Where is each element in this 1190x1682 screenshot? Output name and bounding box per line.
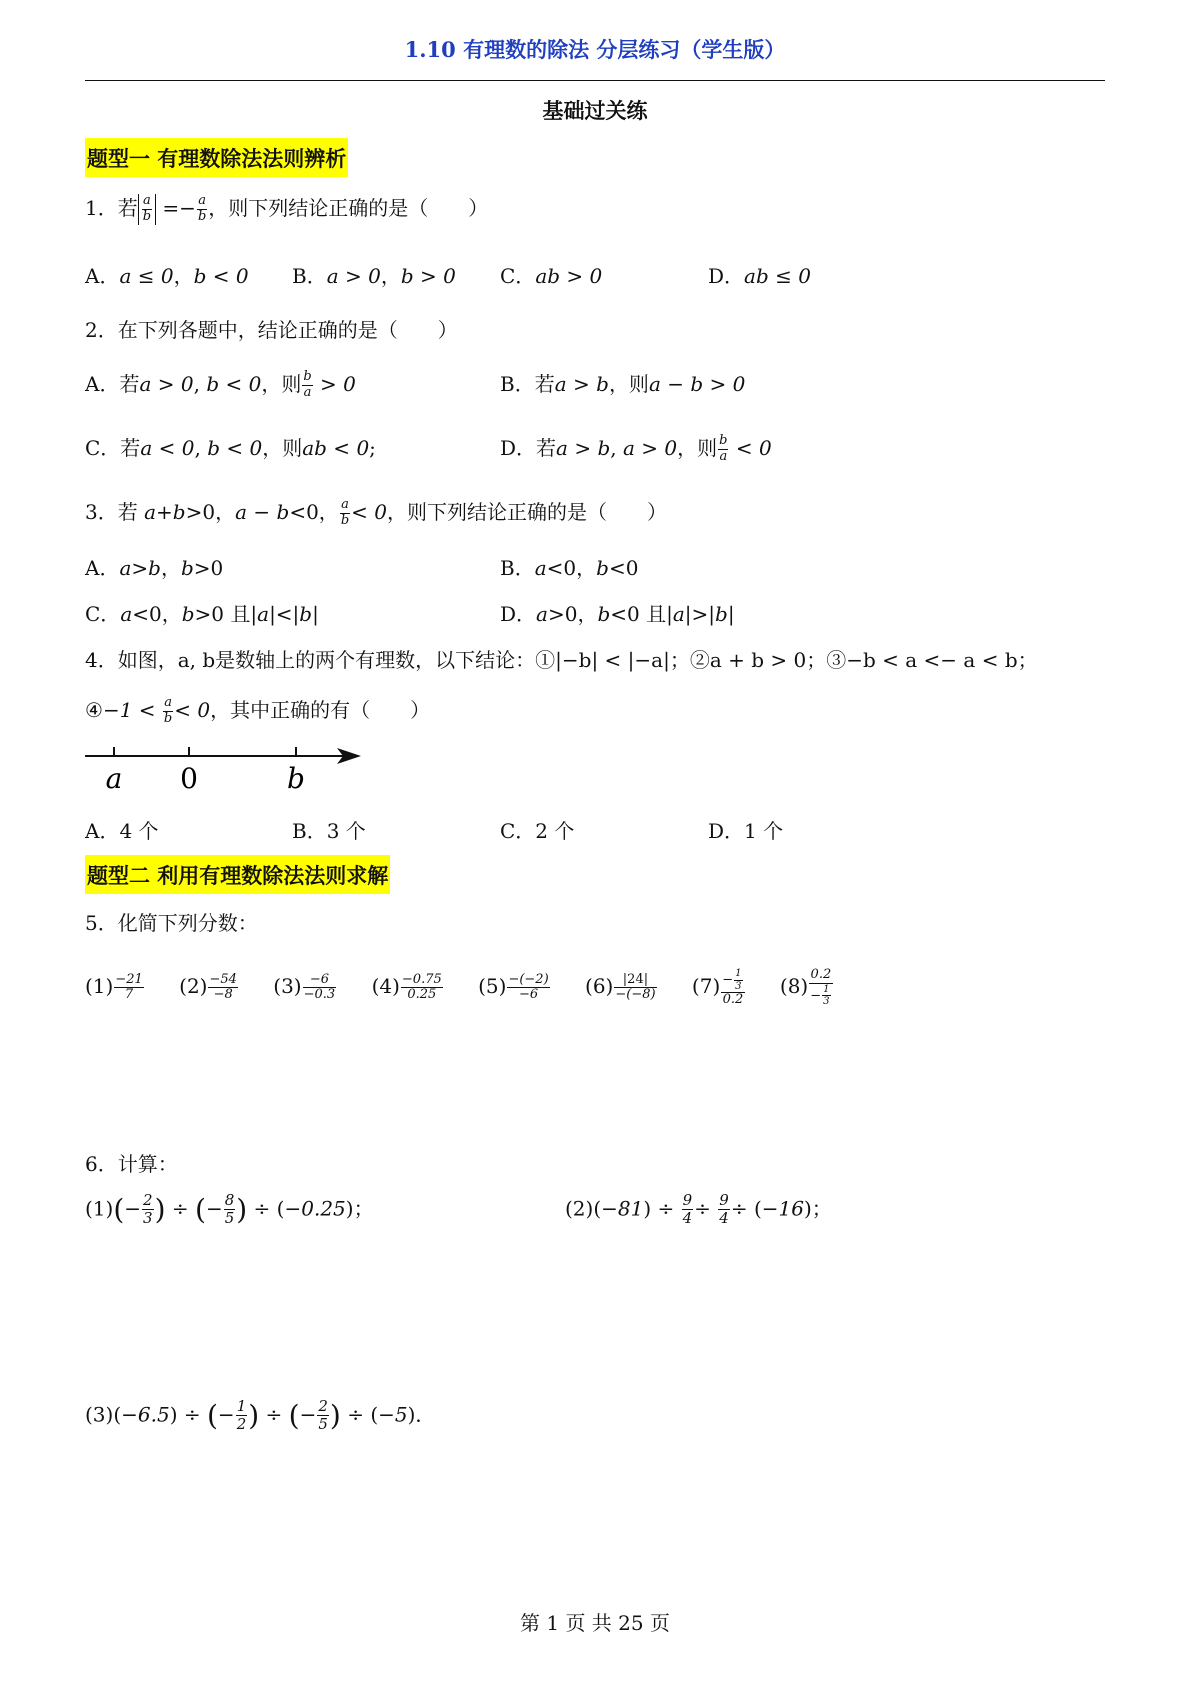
q4-option-b: B．3 个 [292, 819, 366, 843]
section-heading-2: 题型二 利用有理数除法法则求解 [85, 855, 390, 894]
q2-option-d: D．若a > b, a > 0，则 $\frac{b}{a}$ < 0 [500, 433, 772, 464]
q1-option-d: D．ab ≤ 0 [708, 264, 811, 288]
label-0: 0 [180, 762, 198, 795]
page-footer: 第 1 页 共 25 页 [520, 1611, 670, 1635]
number-line [85, 742, 385, 798]
q5-fractions: (1) $\frac{-21}{7}$ (2) $\frac{-54}{-8}$ (3) $\frac{-6}{-0.3}$ (4) $\frac{-0.75}{0.25}$ (5) $\frac{-(-2)}{-6}$ (6) $\frac{|24|}{-(-8)}$ (7) − $\frac{1}{3}$ 0.2 (8) 0.2 − $\frac{1}{3}$ [85, 967, 832, 1008]
q1-option-b: B．a > 0，b > 0 [292, 264, 456, 288]
question-4: 4．如图，a, b是数轴上的两个有理数，以下结论：①|−b| < |−a|；②a + b > 0；③−b < a <− a < b； [85, 648, 1038, 672]
q3-option-b: B．a<0，b<0 [500, 556, 639, 580]
q3-option-c: C．a<0，b>0 且|a|<|b| [85, 602, 319, 626]
question-2: 2．在下列各题中，结论正确的是（ ） [85, 318, 458, 342]
question-1: 1．若 $\frac{a}{b}$ =− $\frac{a}{b}$ ，则下列结论正确的是（ ） [85, 193, 489, 224]
q4-option-d: D．1 个 [708, 819, 784, 843]
question-5: 5．化简下列分数： [85, 911, 258, 935]
q4-option-c: C．2 个 [500, 819, 575, 843]
q1-option-a: A．a ≤ 0，b < 0 [85, 264, 249, 288]
header-rule [85, 80, 1105, 81]
q3-option-d: D．a>0，b<0 且|a|>|b| [500, 602, 735, 626]
q6-part-3: (3)(−6.5) ÷ (− $\frac{1}{2}$ ) ÷ (− $\frac{2}{5}$ ) ÷ (−5)． [85, 1397, 436, 1434]
q4-tail: ，其中正确的有（ ） [210, 698, 431, 722]
question-6: 6．计算： [85, 1152, 178, 1176]
question-3: 3．若 a+b>0，a − b<0， $\frac{a}{b}$ < 0，则下列结论正确的是（ ） [85, 497, 667, 528]
q1-tail: ，则下列结论正确的是（ ） [208, 196, 489, 220]
section-heading-1: 题型一 有理数除法法则辨析 [85, 138, 348, 177]
label-b: b [287, 762, 305, 795]
label-a: a [105, 762, 123, 795]
q6-part-1: (1)(− $\frac{2}{3}$ ) ÷ (− $\frac{8}{5}$ ) ÷ (−0.25)； [85, 1191, 374, 1228]
document-title: 1.10 有理数的除法 分层练习（学生版） [404, 37, 786, 62]
q1-prefix: 1．若 [85, 196, 138, 220]
q2-option-b: B．若a > b，则a − b > 0 [500, 372, 746, 396]
q4-option-a: A．4 个 [85, 819, 159, 843]
question-4-line2: ④−1 < $\frac{a}{b}$ < 0，其中正确的有（ ） [85, 695, 431, 726]
q2-option-c: C．若a < 0, b < 0，则ab < 0; [85, 436, 376, 460]
q3-tail: ，则下列结论正确的是（ ） [387, 500, 667, 524]
q1-option-c: C．ab > 0 [500, 264, 603, 288]
q6-part-2: (2)(−81) ÷ $\frac{9}{4}$ ÷ $\frac{9}{4}$ ÷ (−16)； [565, 1191, 832, 1228]
q2-option-a: A．若a > 0, b < 0，则 $\frac{b}{a}$ > 0 [85, 369, 356, 400]
q3-option-a: A．a>b，b>0 [85, 556, 224, 580]
level-title: 基础过关练 [542, 98, 648, 123]
